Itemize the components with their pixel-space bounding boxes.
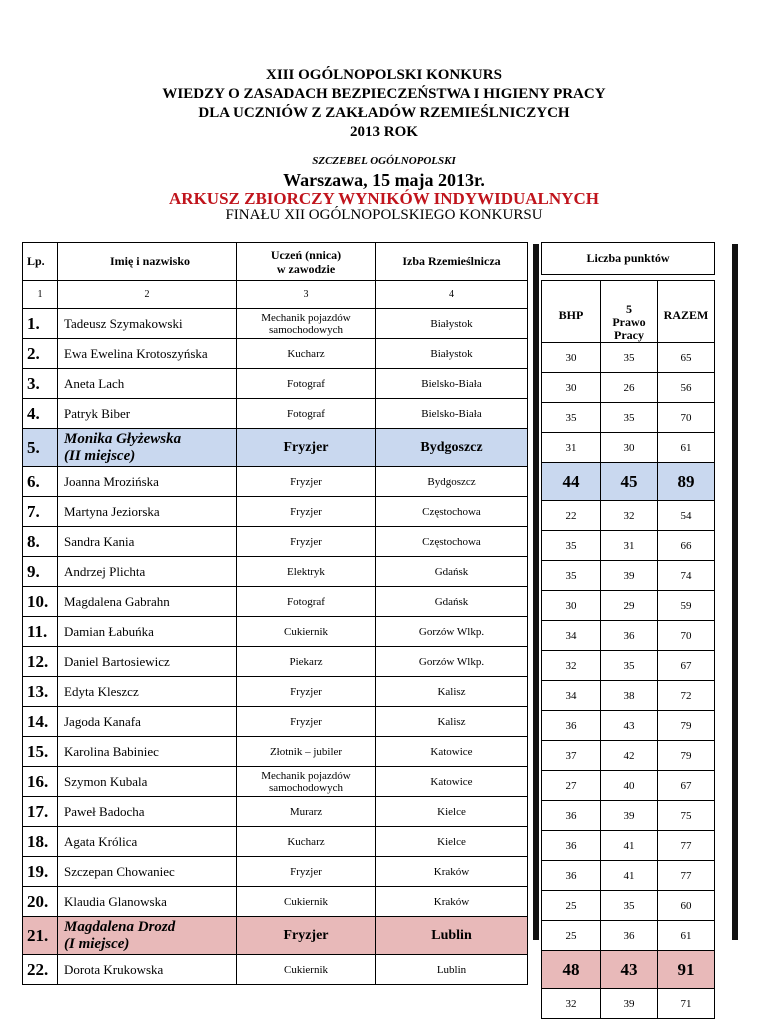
total-score: 59 bbox=[658, 591, 715, 621]
row-lp: 5. bbox=[23, 429, 58, 467]
profession-cell: Fryzjer bbox=[237, 857, 376, 887]
points-table bbox=[541, 242, 715, 1019]
participant-name: Joanna Mrozińska bbox=[64, 473, 159, 489]
table-row bbox=[23, 497, 528, 527]
participant-name: Edyta Kleszcz bbox=[64, 683, 139, 699]
profession-cell: Fotograf bbox=[237, 399, 376, 429]
izba-cell: Gorzów Wlkp. bbox=[376, 617, 528, 647]
participant-name: Ewa Ewelina Krotoszyńska bbox=[64, 345, 208, 361]
total-score: 70 bbox=[658, 403, 715, 433]
table-row bbox=[23, 857, 528, 887]
name-cell bbox=[58, 429, 237, 467]
title-line: XIII OGÓLNOPOLSKI KONKURS bbox=[266, 67, 502, 83]
participant-name: Daniel Bartosiewicz bbox=[64, 653, 170, 669]
table-row bbox=[23, 399, 528, 429]
participant-name: Karolina Babiniec bbox=[64, 743, 159, 759]
profession-cell: Cukiernik bbox=[237, 887, 376, 917]
name-cell bbox=[58, 369, 237, 399]
separator-bar bbox=[732, 244, 738, 940]
profession-cell: Fotograf bbox=[237, 369, 376, 399]
profession-cell: Fryzjer bbox=[237, 467, 376, 497]
profession-cell: Złotnik – jubiler bbox=[237, 737, 376, 767]
participant-name: Dorota Krukowska bbox=[64, 961, 164, 977]
profession-cell: Piekarz bbox=[237, 647, 376, 677]
law-score: 39 bbox=[601, 989, 658, 1019]
profession-cell: Fryzjer bbox=[237, 429, 376, 467]
bhp-score: 34 bbox=[542, 681, 601, 711]
participant-name: Klaudia Glanowska bbox=[64, 893, 167, 909]
participant-name: Martyna Jeziorska bbox=[64, 503, 160, 519]
bhp-score: 30 bbox=[542, 591, 601, 621]
participant-name: Andrzej Plichta bbox=[64, 563, 146, 579]
law-score: 35 bbox=[601, 891, 658, 921]
row-lp: 17. bbox=[23, 797, 58, 827]
law-number: 5 bbox=[626, 302, 632, 316]
profession-cell: Fryzjer bbox=[237, 527, 376, 557]
table-row bbox=[23, 707, 528, 737]
participant-name: Aneta Lach bbox=[64, 375, 125, 391]
law-score: 32 bbox=[601, 501, 658, 531]
table-row bbox=[23, 647, 528, 677]
header-lp: Lp. bbox=[23, 243, 58, 281]
header-row bbox=[23, 243, 528, 281]
law-line: Pracy bbox=[614, 328, 644, 342]
header-bhp: BHP bbox=[542, 281, 601, 343]
total-score: 66 bbox=[658, 531, 715, 561]
izba-cell: Kalisz bbox=[376, 707, 528, 737]
participant-name: Magdalena Gabrahn bbox=[64, 593, 170, 609]
final-title: FINAŁU XII OGÓLNOPOLSKIEGO KONKURSU bbox=[225, 207, 543, 223]
col-number: 3 bbox=[237, 281, 376, 309]
row-lp: 13. bbox=[23, 677, 58, 707]
bhp-score: 27 bbox=[542, 771, 601, 801]
points-row bbox=[542, 501, 715, 531]
points-row bbox=[542, 771, 715, 801]
total-score: 61 bbox=[658, 433, 715, 463]
points-row bbox=[542, 951, 715, 989]
total-score: 71 bbox=[658, 989, 715, 1019]
row-lp: 6. bbox=[23, 467, 58, 497]
table-row bbox=[23, 309, 528, 339]
law-score: 43 bbox=[601, 951, 658, 989]
table-row bbox=[23, 467, 528, 497]
izba-cell: Bydgoszcz bbox=[376, 429, 528, 467]
bhp-score: 35 bbox=[542, 403, 601, 433]
total-score: 75 bbox=[658, 801, 715, 831]
bhp-score: 30 bbox=[542, 373, 601, 403]
izba-cell: Częstochowa bbox=[376, 497, 528, 527]
bhp-score: 36 bbox=[542, 861, 601, 891]
profession-cell: Murarz bbox=[237, 797, 376, 827]
points-row bbox=[542, 711, 715, 741]
profession-cell: Fryzjer bbox=[237, 707, 376, 737]
title-line: WIEDZY O ZASADACH BEZPIECZEŃSTWA I HIGIENY PRACY bbox=[162, 86, 606, 102]
table-row bbox=[23, 527, 528, 557]
profession-cell: Fryzjer bbox=[237, 497, 376, 527]
izba-cell: Lublin bbox=[376, 917, 528, 955]
points-row bbox=[542, 891, 715, 921]
izba-cell: Kraków bbox=[376, 887, 528, 917]
points-header-row bbox=[542, 243, 715, 275]
row-lp: 3. bbox=[23, 369, 58, 399]
row-lp: 8. bbox=[23, 527, 58, 557]
row-lp: 15. bbox=[23, 737, 58, 767]
name-cell bbox=[58, 467, 237, 497]
izba-cell: Bielsko-Biała bbox=[376, 369, 528, 399]
profession-cell: Mechanik pojazdów samochodowych bbox=[237, 767, 376, 797]
name-cell bbox=[58, 399, 237, 429]
law-score: 43 bbox=[601, 711, 658, 741]
profession-cell: Fryzjer bbox=[237, 917, 376, 955]
separator-bar bbox=[533, 244, 539, 940]
total-score: 70 bbox=[658, 621, 715, 651]
law-score: 41 bbox=[601, 831, 658, 861]
row-lp: 18. bbox=[23, 827, 58, 857]
name-cell bbox=[58, 309, 237, 339]
izba-cell: Lublin bbox=[376, 955, 528, 985]
izba-cell: Gdańsk bbox=[376, 557, 528, 587]
law-score: 39 bbox=[601, 801, 658, 831]
name-cell bbox=[58, 557, 237, 587]
row-lp: 10. bbox=[23, 587, 58, 617]
participant-name: Szymon Kubala bbox=[64, 773, 148, 789]
points-row bbox=[542, 831, 715, 861]
bhp-score: 25 bbox=[542, 891, 601, 921]
points-row bbox=[542, 621, 715, 651]
total-score: 79 bbox=[658, 711, 715, 741]
name-cell bbox=[58, 857, 237, 887]
izba-cell: Białystok bbox=[376, 339, 528, 369]
name-cell bbox=[58, 617, 237, 647]
col-number: 2 bbox=[58, 281, 237, 309]
name-cell bbox=[58, 887, 237, 917]
points-row bbox=[542, 373, 715, 403]
table-row bbox=[23, 677, 528, 707]
table-row bbox=[23, 797, 528, 827]
total-score: 67 bbox=[658, 771, 715, 801]
bhp-score: 32 bbox=[542, 989, 601, 1019]
law-score: 31 bbox=[601, 531, 658, 561]
header-name: Imię i nazwisko bbox=[58, 243, 237, 281]
header-total: RAZEM bbox=[658, 281, 715, 343]
total-score: 60 bbox=[658, 891, 715, 921]
row-lp: 16. bbox=[23, 767, 58, 797]
participant-name: Damian Łabuńka bbox=[64, 623, 154, 639]
points-row bbox=[542, 403, 715, 433]
table-row bbox=[23, 557, 528, 587]
col-number: 1 bbox=[23, 281, 58, 309]
name-cell bbox=[58, 797, 237, 827]
bhp-score: 25 bbox=[542, 921, 601, 951]
total-score: 56 bbox=[658, 373, 715, 403]
bhp-score: 31 bbox=[542, 433, 601, 463]
table-row bbox=[23, 827, 528, 857]
column-number-row bbox=[23, 281, 528, 309]
points-row bbox=[542, 861, 715, 891]
participant-name: Agata Królica bbox=[64, 833, 138, 849]
points-row bbox=[542, 531, 715, 561]
total-score: 54 bbox=[658, 501, 715, 531]
izba-cell: Katowice bbox=[376, 737, 528, 767]
header-izba: Izba Rzemieślnicza bbox=[376, 243, 528, 281]
law-score: 40 bbox=[601, 771, 658, 801]
name-cell bbox=[58, 677, 237, 707]
points-row bbox=[542, 343, 715, 373]
participant-name: Patryk Biber bbox=[64, 405, 131, 421]
name-cell bbox=[58, 827, 237, 857]
law-score: 36 bbox=[601, 921, 658, 951]
bhp-score: 36 bbox=[542, 801, 601, 831]
name-cell bbox=[58, 767, 237, 797]
profession-cell: Kucharz bbox=[237, 827, 376, 857]
law-score: 38 bbox=[601, 681, 658, 711]
row-lp: 1. bbox=[23, 309, 58, 339]
law-score: 42 bbox=[601, 741, 658, 771]
level-label: SZCZEBEL OGÓLNOPOLSKI bbox=[312, 155, 456, 167]
title-line: DLA UCZNIÓW Z ZAKŁADÓW RZEMIEŚLNICZYCH bbox=[198, 105, 570, 121]
izba-cell: Bielsko-Biała bbox=[376, 399, 528, 429]
izba-cell: Gdańsk bbox=[376, 587, 528, 617]
participant-name: Tadeusz Szymakowski bbox=[64, 315, 183, 331]
law-score: 45 bbox=[601, 463, 658, 501]
participant-name: Szczepan Chowaniec bbox=[64, 863, 175, 879]
law-line: Prawo bbox=[612, 315, 646, 329]
profession-cell: Cukiernik bbox=[237, 955, 376, 985]
bhp-score: 30 bbox=[542, 343, 601, 373]
law-score: 26 bbox=[601, 373, 658, 403]
bhp-score: 34 bbox=[542, 621, 601, 651]
izba-cell: Kielce bbox=[376, 797, 528, 827]
points-row bbox=[542, 921, 715, 951]
profession-cell: Elektryk bbox=[237, 557, 376, 587]
points-row bbox=[542, 651, 715, 681]
row-lp: 9. bbox=[23, 557, 58, 587]
izba-cell: Kielce bbox=[376, 827, 528, 857]
results-table bbox=[22, 242, 528, 985]
izba-cell: Białystok bbox=[376, 309, 528, 339]
points-columns-row bbox=[542, 281, 715, 343]
table-row bbox=[23, 887, 528, 917]
points-row bbox=[542, 801, 715, 831]
row-lp: 7. bbox=[23, 497, 58, 527]
participant-name: Sandra Kania bbox=[64, 533, 135, 549]
total-score: 77 bbox=[658, 831, 715, 861]
name-cell bbox=[58, 339, 237, 369]
profession-cell: Kucharz bbox=[237, 339, 376, 369]
total-score: 89 bbox=[658, 463, 715, 501]
law-score: 36 bbox=[601, 621, 658, 651]
total-score: 91 bbox=[658, 951, 715, 989]
name-cell bbox=[58, 707, 237, 737]
row-lp: 2. bbox=[23, 339, 58, 369]
row-lp: 4. bbox=[23, 399, 58, 429]
bhp-score: 35 bbox=[542, 531, 601, 561]
bhp-score: 44 bbox=[542, 463, 601, 501]
total-score: 61 bbox=[658, 921, 715, 951]
col-number: 4 bbox=[376, 281, 528, 309]
row-lp: 21. bbox=[23, 917, 58, 955]
date-label: Warszawa, 15 maja 2013r. bbox=[283, 170, 485, 190]
points-row bbox=[542, 433, 715, 463]
total-score: 74 bbox=[658, 561, 715, 591]
points-row bbox=[542, 741, 715, 771]
law-score: 35 bbox=[601, 651, 658, 681]
law-score: 35 bbox=[601, 403, 658, 433]
place-label: (II miejsce) bbox=[64, 447, 136, 464]
total-score: 77 bbox=[658, 861, 715, 891]
izba-cell: Gorzów Wlkp. bbox=[376, 647, 528, 677]
law-score: 30 bbox=[601, 433, 658, 463]
row-lp: 11. bbox=[23, 617, 58, 647]
name-cell bbox=[58, 527, 237, 557]
izba-cell: Częstochowa bbox=[376, 527, 528, 557]
name-cell bbox=[58, 647, 237, 677]
header-points: Liczba punktów bbox=[542, 243, 715, 275]
total-score: 79 bbox=[658, 741, 715, 771]
points-row bbox=[542, 681, 715, 711]
law-score: 39 bbox=[601, 561, 658, 591]
row-lp: 14. bbox=[23, 707, 58, 737]
name-cell bbox=[58, 737, 237, 767]
bhp-score: 22 bbox=[542, 501, 601, 531]
bhp-score: 37 bbox=[542, 741, 601, 771]
table-row bbox=[23, 587, 528, 617]
name-cell bbox=[58, 917, 237, 955]
participant-name: Jagoda Kanafa bbox=[64, 713, 141, 729]
profession-cell: Fotograf bbox=[237, 587, 376, 617]
contest-title bbox=[0, 66, 768, 142]
bhp-score: 48 bbox=[542, 951, 601, 989]
table-row bbox=[23, 369, 528, 399]
bhp-score: 32 bbox=[542, 651, 601, 681]
points-row bbox=[542, 989, 715, 1019]
table-row bbox=[23, 917, 528, 955]
table-row bbox=[23, 429, 528, 467]
table-row bbox=[23, 767, 528, 797]
participant-name: Magdalena Drozd bbox=[64, 918, 176, 935]
row-lp: 20. bbox=[23, 887, 58, 917]
name-cell bbox=[58, 587, 237, 617]
row-lp: 19. bbox=[23, 857, 58, 887]
row-lp: 22. bbox=[23, 955, 58, 985]
bhp-score: 36 bbox=[542, 711, 601, 741]
izba-cell: Kalisz bbox=[376, 677, 528, 707]
table-row bbox=[23, 339, 528, 369]
table-row bbox=[23, 617, 528, 647]
title-line: 2013 ROK bbox=[350, 124, 418, 140]
law-score: 41 bbox=[601, 861, 658, 891]
points-row bbox=[542, 561, 715, 591]
table-row bbox=[23, 737, 528, 767]
name-cell bbox=[58, 497, 237, 527]
law-score: 35 bbox=[601, 343, 658, 373]
profession-cell: Cukiernik bbox=[237, 617, 376, 647]
name-cell bbox=[58, 955, 237, 985]
header-profession: Uczeń (nnica) w zawodzie bbox=[237, 243, 376, 281]
izba-cell: Bydgoszcz bbox=[376, 467, 528, 497]
bhp-score: 36 bbox=[542, 831, 601, 861]
izba-cell: Kraków bbox=[376, 857, 528, 887]
row-lp: 12. bbox=[23, 647, 58, 677]
profession-cell: Fryzjer bbox=[237, 677, 376, 707]
total-score: 67 bbox=[658, 651, 715, 681]
izba-cell: Katowice bbox=[376, 767, 528, 797]
participant-name: Monika Głyżewska bbox=[64, 430, 182, 447]
total-score: 72 bbox=[658, 681, 715, 711]
participant-name: Paweł Badocha bbox=[64, 803, 145, 819]
header-law bbox=[601, 281, 658, 343]
table-row bbox=[23, 955, 528, 985]
law-score: 29 bbox=[601, 591, 658, 621]
sheet-title: ARKUSZ ZBIORCZY WYNIKÓW INDYWIDUALNYCH bbox=[169, 189, 599, 208]
bhp-score: 35 bbox=[542, 561, 601, 591]
points-row bbox=[542, 463, 715, 501]
profession-cell: Mechanik pojazdów samochodowych bbox=[237, 309, 376, 339]
place-label: (I miejsce) bbox=[64, 935, 130, 952]
total-score: 65 bbox=[658, 343, 715, 373]
points-row bbox=[542, 591, 715, 621]
